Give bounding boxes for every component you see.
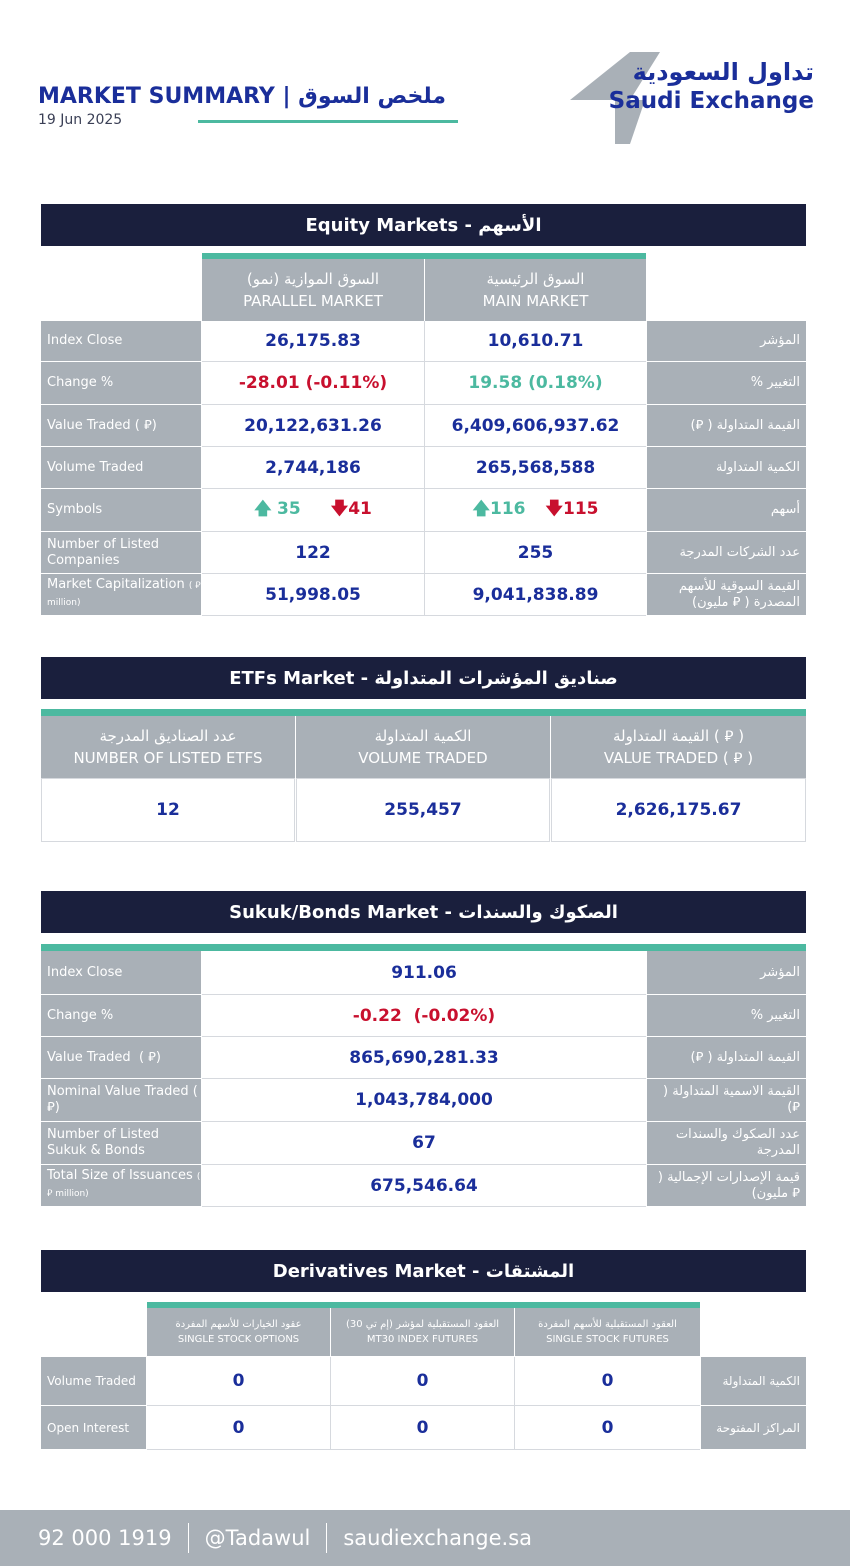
equity-row-label-ar: الكمية المتداولة: [647, 447, 806, 488]
stock-futures-open-interest: 0: [601, 1417, 614, 1438]
sukuk-row-label-en: Change %: [41, 995, 201, 1036]
equity-row-label-ar: عدد الشركات المدرجة: [647, 532, 806, 573]
sukuk-row-label-en: Value Traded ( ⃁): [41, 1037, 201, 1078]
options-open-interest: 0: [232, 1417, 245, 1438]
parallel-market-ar: (نمو) السوق الموازية: [246, 270, 380, 288]
parallel-market-column-header: [202, 259, 424, 321]
derivatives-col-en: SINGLE STOCK OPTIONS: [177, 1334, 300, 1345]
main-down-count: 115: [562, 498, 599, 519]
derivatives-column-header-index-futures: [331, 1308, 514, 1356]
page-footer: [0, 1510, 850, 1566]
divider: [201, 321, 202, 615]
derivatives-column-header-options: [147, 1308, 330, 1356]
parallel-advancers: [254, 496, 301, 525]
parallel-down-count: 41: [348, 498, 372, 519]
divider: [646, 321, 647, 615]
main-market-ar: السوق الرئيسية: [486, 270, 585, 288]
derivatives-row-label-ar: الكمية المتداولة: [701, 1357, 806, 1405]
total-size-unit: ( ⃁ million): [47, 1172, 201, 1199]
footer-handle[interactable]: @Tadawul: [204, 1526, 311, 1550]
sukuk-nominal-value-traded: 1,043,784,000: [355, 1090, 493, 1110]
etfs-col-en: VALUE TRADED ( ⃁ ): [603, 749, 754, 767]
divider: [202, 1164, 646, 1165]
derivatives-col-en: MT30 INDEX FUTURES: [366, 1334, 479, 1345]
sukuk-section-header: Sukuk/Bonds Market - الصكوك والسندات: [41, 891, 806, 933]
parallel-up-count: 35: [277, 498, 301, 519]
divider: [147, 1449, 700, 1450]
main-index-close: 10,610.71: [487, 331, 584, 351]
equity-row-label-en: Change %: [41, 362, 201, 404]
equity-row-label-en: Volume Traded: [41, 447, 201, 488]
sukuk-teal-bar: [41, 944, 806, 951]
sukuk-total-size: 675,546.64: [370, 1175, 478, 1196]
etfs-column-header-volume: [296, 716, 550, 778]
equity-row-label-ar: القيمة السوقية للأسهم المصدرة ( ⃁ مليون): [647, 574, 806, 615]
main-market-cap: 9,041,838.89: [472, 584, 599, 605]
parallel-index-close: 26,175.83: [265, 331, 361, 351]
arrow-down-icon: 🡇: [330, 498, 349, 519]
sukuk-row-label-ar: القيمة المتداولة ( ⃁): [647, 1037, 806, 1078]
total-size-label: Total Size of Issuances: [47, 1168, 193, 1183]
equity-row-label-en: [41, 574, 201, 615]
parallel-change-percent: -28.01 (-0.11%): [238, 373, 388, 393]
sukuk-row-label-ar: التغيير %: [647, 995, 806, 1036]
etfs-col-ar: القيمة المتداولة ( ⃁ ): [612, 727, 745, 745]
parallel-market-en: PARALLEL MARKET: [243, 292, 383, 310]
page-header: [0, 0, 850, 160]
sukuk-change-percent: -0.22 (-0.02%): [352, 1005, 496, 1026]
etfs-col-ar: الكمية المتداولة: [374, 727, 472, 745]
market-cap-unit: ( ⃁ million): [47, 581, 201, 608]
equity-row-label-ar: المؤشر: [647, 321, 806, 361]
sukuk-row-label-en: Number of Listed Sukuk & Bonds: [41, 1122, 201, 1164]
page-title: MARKET SUMMARY | ملخص السوق: [38, 84, 446, 109]
etfs-teal-bar: [41, 709, 806, 716]
divider: [424, 321, 425, 615]
derivatives-col-ar: العقود المستقبلية لمؤشر (إم تي 30): [345, 1319, 500, 1330]
sukuk-index-close: 911.06: [391, 962, 457, 983]
main-listed-companies: 255: [517, 542, 554, 563]
market-cap-label: Market Capitalization: [47, 577, 185, 592]
sukuk-row-label-en: [41, 1165, 201, 1206]
etfs-value-traded: 2,626,175.67: [551, 778, 806, 842]
footer-phone[interactable]: 92 000 1919: [38, 1526, 172, 1550]
sukuk-row-label-ar: القيمة الاسمية المتداولة ( ⃁): [647, 1079, 806, 1121]
sukuk-row-label-ar: عدد الصكوك والسندات المدرجة: [647, 1122, 806, 1164]
divider: [514, 1357, 515, 1449]
parallel-listed-companies: 122: [295, 542, 331, 563]
etfs-column-header-count: [41, 716, 295, 778]
derivatives-column-header-stock-futures: [515, 1308, 700, 1356]
equity-row-label-en: Value Traded ( ⃁): [41, 405, 201, 446]
divider: [147, 1405, 700, 1406]
footer-separator: [188, 1523, 189, 1553]
derivatives-col-ar: العقود المستقبلية للأسهم المفردة: [538, 1319, 677, 1330]
equity-row-label-en: Number of Listed Companies: [41, 532, 201, 573]
main-decliners: [546, 496, 599, 525]
footer-website-link[interactable]: saudiexchange.sa: [343, 1526, 533, 1550]
sukuk-value-traded: 865,690,281.33: [349, 1047, 499, 1068]
arrow-up-icon: 🡅: [254, 498, 272, 519]
footer-separator: [326, 1523, 327, 1553]
divider: [202, 994, 646, 995]
sukuk-row-label-ar: قيمة الإصدارات الإجمالية ( ⃁ مليون): [647, 1165, 806, 1206]
equity-row-label-ar: أسهم: [647, 489, 806, 531]
sukuk-row-label-en: Index Close: [41, 951, 201, 994]
title-underline: [198, 120, 458, 123]
etfs-volume-traded: 255,457: [296, 778, 550, 842]
divider: [202, 1036, 646, 1037]
divider: [202, 1078, 646, 1079]
etfs-column-header-value: [551, 716, 806, 778]
derivatives-row-label-ar: المراكز المفتوحة: [701, 1406, 806, 1449]
sukuk-row-label-ar: المؤشر: [647, 951, 806, 994]
equity-row-label-ar: القيمة المتداولة ( ⃁): [647, 405, 806, 446]
derivatives-row-label-en: Open Interest: [41, 1406, 146, 1449]
stock-futures-volume-traded: 0: [601, 1371, 614, 1391]
divider: [202, 615, 646, 616]
sukuk-row-label-en: Nominal Value Traded ( ⃁): [41, 1079, 201, 1121]
equity-row-label-ar: التغيير %: [647, 362, 806, 404]
parallel-decliners: [331, 496, 372, 525]
index-futures-open-interest: 0: [416, 1417, 429, 1438]
main-volume-traded: 265,568,588: [475, 457, 596, 478]
parallel-market-cap: 51,998.05: [265, 584, 361, 605]
derivatives-section-header: Derivatives Market - المشتقات: [41, 1250, 806, 1292]
report-date: 19 Jun 2025: [38, 112, 123, 128]
main-market-en: MAIN MARKET: [482, 292, 589, 310]
derivatives-col-ar: عقود الخيارات للأسهم المفردة: [175, 1319, 302, 1330]
main-advancers: [473, 496, 526, 525]
divider: [202, 1206, 646, 1207]
logo-text-arabic: تداول السعودية: [632, 58, 814, 86]
equity-section-header: Equity Markets - الأسهم: [41, 204, 806, 246]
etfs-col-ar: عدد الصناديق المدرجة: [99, 727, 237, 745]
main-symbols: [425, 489, 646, 531]
equity-row-label-en: Index Close: [41, 321, 201, 361]
main-up-count: 116: [490, 498, 526, 519]
divider: [202, 1121, 646, 1122]
sukuk-listed-count: 67: [412, 1133, 436, 1153]
etfs-col-en: VOLUME TRADED: [358, 749, 488, 767]
divider: [330, 1357, 331, 1449]
logo-text-english: Saudi Exchange: [608, 88, 814, 114]
etfs-section-header: ETFs Market - صناديق المؤشرات المتداولة: [41, 657, 806, 699]
equity-row-label-en: Symbols: [41, 489, 201, 531]
main-market-column-header: [425, 259, 646, 321]
derivatives-row-label-en: Volume Traded: [41, 1357, 146, 1405]
options-volume-traded: 0: [232, 1371, 245, 1391]
parallel-value-traded: 20,122,631.26: [244, 415, 382, 436]
derivatives-col-en: SINGLE STOCK FUTURES: [546, 1334, 669, 1345]
arrow-up-icon: 🡅: [472, 498, 490, 519]
parallel-symbols: [202, 489, 424, 531]
parallel-volume-traded: 2,744,186: [265, 457, 361, 478]
etfs-listed-count: 12: [41, 778, 295, 842]
main-change-percent: 19.58 (0.18%): [468, 373, 603, 393]
etfs-col-en: NUMBER OF LISTED ETFS: [73, 749, 263, 767]
arrow-down-icon: 🡇: [545, 498, 563, 519]
index-futures-volume-traded: 0: [416, 1371, 429, 1391]
main-value-traded: 6,409,606,937.62: [451, 415, 620, 436]
